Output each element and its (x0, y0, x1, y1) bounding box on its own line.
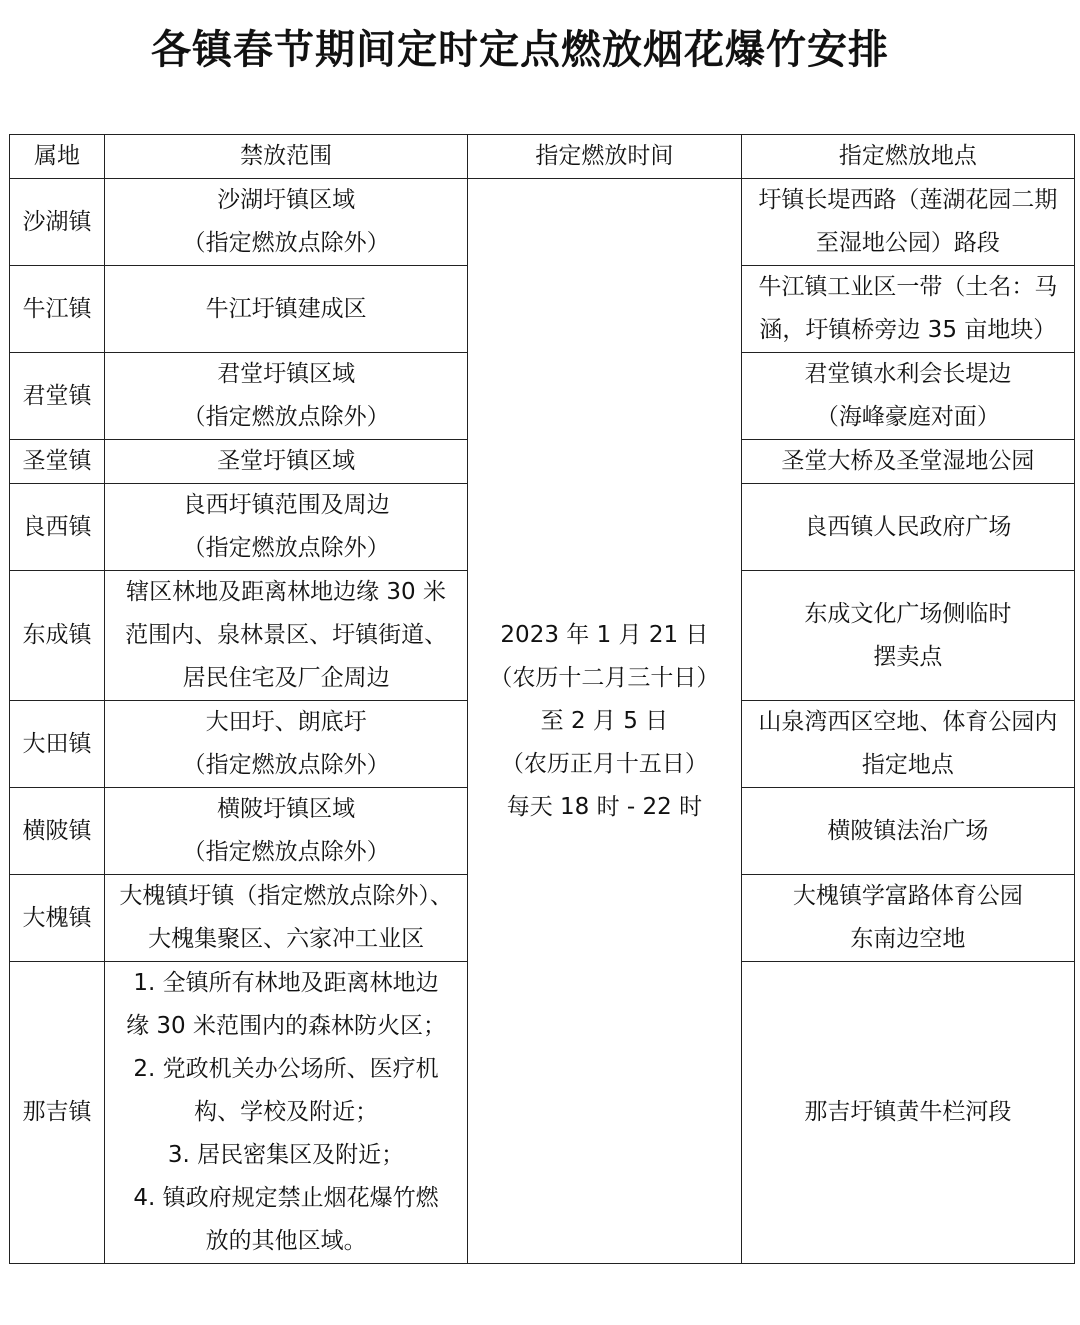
range-line: 君堂圩镇区域 (217, 361, 356, 387)
place-line: 山泉湾西区空地、体育公园内 (758, 709, 1058, 735)
place-cell (741, 440, 1074, 484)
town-cell: 横陂镇 (10, 788, 105, 875)
town-cell: 大槐镇 (10, 875, 105, 962)
range-line: 大槐镇圩镇（指定燃放点除外）、 (119, 883, 453, 909)
schedule-table (9, 134, 1075, 1264)
range-line: （指定燃放点除外） (182, 535, 390, 561)
range-cell (104, 179, 467, 266)
place-line: （海峰豪庭对面） (815, 404, 1000, 430)
range-line: 3. 居民密集区及附近； (167, 1142, 405, 1168)
place-line: 东成文化广场侧临时 (804, 600, 1012, 627)
page-title: 各镇春节期间定时定点燃放烟花爆竹安排 (151, 27, 889, 73)
range-line: 辖区林地及距离林地边缘 30 米 (126, 579, 446, 605)
place-line: 良西镇人民政府广场 (804, 513, 1012, 540)
time-line: （农历十二月三十日） (489, 664, 720, 691)
time-cell (468, 179, 741, 1264)
place-line: 圣堂大桥及圣堂湿地公园 (781, 448, 1035, 474)
range-line: 圣堂圩镇区域 (217, 448, 356, 474)
place-cell (741, 484, 1074, 571)
time-line: （农历正月十五日） (500, 750, 708, 777)
range-line: 缘 30 米范围内的森林防火区； (126, 1013, 446, 1039)
header-town: 属地 (10, 135, 105, 179)
place-line: 那吉圩镇黄牛栏河段 (804, 1099, 1012, 1125)
town-cell: 牛江镇 (10, 266, 105, 353)
place-line: 圩镇长堤西路（莲湖花园二期 (758, 187, 1058, 213)
town-cell: 那吉镇 (10, 962, 105, 1264)
range-line: 大槐集聚区、六家冲工业区 (148, 926, 425, 952)
range-cell (104, 353, 467, 440)
place-line: 至湿地公园）路段 (815, 230, 1000, 256)
range-line: 范围内、泉林景区、圩镇街道、 (125, 622, 448, 648)
header-row (10, 135, 1075, 179)
range-line: 横陂圩镇区域 (217, 796, 356, 822)
place-cell (741, 266, 1074, 353)
range-cell (104, 440, 467, 484)
place-line: 大槐镇学富路体育公园 (792, 883, 1023, 909)
place-cell (741, 875, 1074, 962)
table-body (10, 179, 1075, 1264)
range-line: （指定燃放点除外） (182, 752, 390, 778)
place-cell (741, 179, 1074, 266)
range-line: 2. 党政机关办公场所、医疗机 (133, 1056, 439, 1082)
place-line: 东南边空地 (850, 926, 966, 952)
range-cell (104, 875, 467, 962)
range-cell (104, 701, 467, 788)
time-line: 至 2 月 5 日 (540, 707, 669, 734)
town-cell: 君堂镇 (10, 353, 105, 440)
time-line: 每天 18 时 - 22 时 (506, 793, 703, 820)
table-row (10, 179, 1075, 266)
range-cell (104, 571, 467, 701)
range-line: 沙湖圩镇区域 (217, 187, 356, 213)
range-cell (104, 266, 467, 353)
range-line: 4. 镇政府规定禁止烟花爆竹燃 (133, 1185, 439, 1211)
place-line: 指定地点 (861, 752, 954, 778)
header-place: 指定燃放地点 (741, 135, 1074, 179)
range-line: 居民住宅及厂企周边 (182, 665, 390, 691)
place-cell (741, 701, 1074, 788)
range-line: 构、学校及附近； (194, 1099, 379, 1125)
town-cell: 圣堂镇 (10, 440, 105, 484)
place-line: 牛江镇工业区一带（土名：马 (758, 274, 1058, 300)
place-line: 涵，圩镇桥旁边 35 亩地块） (759, 317, 1057, 343)
range-line: （指定燃放点除外） (182, 404, 390, 430)
range-line: 放的其他区域。 (205, 1228, 367, 1254)
place-line: 君堂镇水利会长堤边 (804, 361, 1012, 387)
header-time: 指定燃放时间 (468, 135, 741, 179)
range-line: （指定燃放点除外） (182, 230, 390, 256)
place-line: 摆卖点 (873, 643, 943, 670)
range-line: 良西圩镇范围及周边 (182, 492, 390, 518)
range-line: 牛江圩镇建成区 (205, 295, 367, 322)
range-line: 1. 全镇所有林地及距离林地边 (133, 970, 439, 996)
town-cell: 良西镇 (10, 484, 105, 571)
place-line: 横陂镇法治广场 (827, 817, 989, 844)
time-line: 2023 年 1 月 21 日 (500, 621, 709, 648)
town-cell: 东成镇 (10, 571, 105, 701)
range-cell (104, 484, 467, 571)
range-cell (104, 962, 467, 1264)
range-cell (104, 788, 467, 875)
place-cell (741, 788, 1074, 875)
place-cell (741, 353, 1074, 440)
header-range: 禁放范围 (104, 135, 467, 179)
range-line: 大田圩、朗底圩 (205, 709, 367, 735)
place-cell (741, 962, 1074, 1264)
range-line: （指定燃放点除外） (182, 839, 390, 865)
town-cell: 大田镇 (10, 701, 105, 788)
town-cell: 沙湖镇 (10, 179, 105, 266)
place-cell (741, 571, 1074, 701)
